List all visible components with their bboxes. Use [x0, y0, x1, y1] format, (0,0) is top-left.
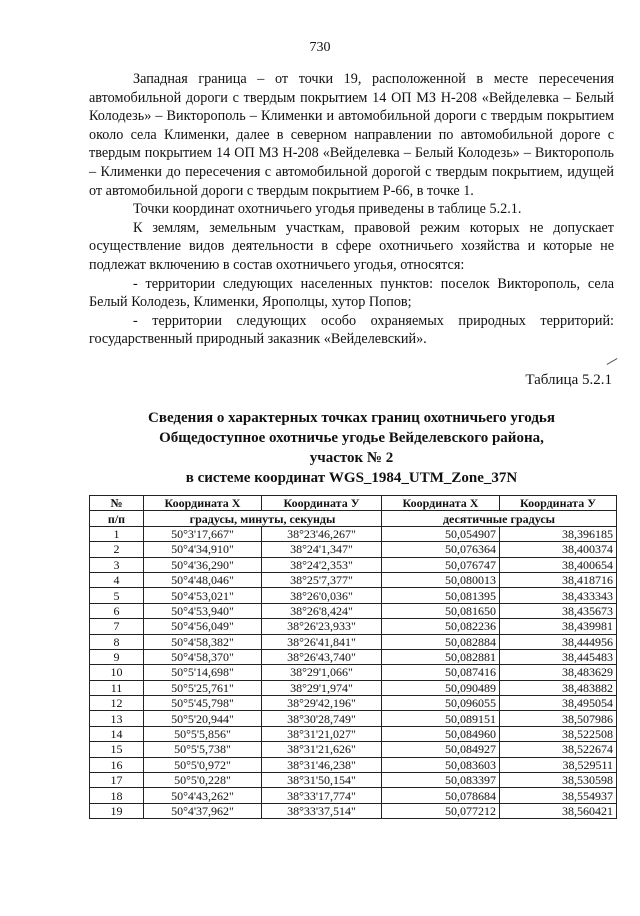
cell-coord-y-decimal: 38,444956 — [500, 634, 617, 649]
cell-number: 15 — [90, 742, 144, 757]
table-row — [90, 696, 617, 711]
cell-coord-x-decimal: 50,081650 — [382, 603, 500, 618]
table-subheader-row — [90, 511, 617, 526]
cell-coord-x-decimal: 50,081395 — [382, 588, 500, 603]
cell-coord-x: 50°5'20,944" — [144, 711, 262, 726]
cell-coord-y: 38°31'46,238" — [262, 757, 382, 772]
coordinates-table — [89, 495, 617, 819]
cell-coord-x-decimal: 50,082236 — [382, 619, 500, 634]
cell-number: 18 — [90, 788, 144, 803]
cell-number: 2 — [90, 542, 144, 557]
cell-coord-x-decimal: 50,078684 — [382, 788, 500, 803]
cell-coord-y: 38°29'1,066" — [262, 665, 382, 680]
cell-coord-y-decimal: 38,445483 — [500, 649, 617, 664]
header-coord-y: Координата У — [262, 496, 382, 511]
cell-coord-x: 50°5'5,738" — [144, 742, 262, 757]
cell-coord-y: 38°24'1,347" — [262, 542, 382, 557]
paragraph-excluded-lands: К землям, земельным участкам, правовой режим которых не допускает осуществление видов деятельности в сфере охотничьего хозяйства и которые не подлежат включению в состав охотничьего угодья, относятся: — [89, 219, 614, 273]
cell-coord-x-decimal: 50,090489 — [382, 680, 500, 695]
cell-coord-y: 38°31'50,154" — [262, 773, 382, 788]
cell-coord-x-decimal: 50,082884 — [382, 634, 500, 649]
table-row — [90, 665, 617, 680]
cell-coord-y: 38°26'43,740" — [262, 649, 382, 664]
paragraph-settlements: - территории следующих населенных пунктов: поселок Викторополь, села Белый Колодезь, Клименки, Ярополцы, хутор Попов; — [89, 275, 614, 311]
table-title — [89, 408, 614, 488]
cell-coord-x: 50°5'25,761" — [144, 680, 262, 695]
table-row — [90, 680, 617, 695]
cell-coord-y-decimal: 38,529511 — [500, 757, 617, 772]
cell-number: 1 — [90, 526, 144, 541]
table-caption: Таблица 5.2.1 — [525, 372, 612, 388]
cell-coord-x: 50°5'45,798" — [144, 696, 262, 711]
header-number: № — [90, 496, 144, 511]
cell-coord-y-decimal: 38,439981 — [500, 619, 617, 634]
table-row — [90, 788, 617, 803]
cell-coord-y-decimal: 38,522674 — [500, 742, 617, 757]
cell-coord-x: 50°4'37,962" — [144, 803, 262, 818]
cell-coord-x: 50°4'34,910" — [144, 542, 262, 557]
table-row — [90, 711, 617, 726]
cell-number: 12 — [90, 696, 144, 711]
cell-coord-x-decimal: 50,087416 — [382, 665, 500, 680]
cell-number: 13 — [90, 711, 144, 726]
cell-coord-y-decimal: 38,433343 — [500, 588, 617, 603]
header-coord-x: Координата Х — [144, 496, 262, 511]
cell-coord-x-decimal: 50,083603 — [382, 757, 500, 772]
table-row — [90, 542, 617, 557]
table-row — [90, 757, 617, 772]
table-row — [90, 803, 617, 818]
table-row — [90, 557, 617, 572]
cell-coord-y-decimal: 38,483629 — [500, 665, 617, 680]
table-title-line: Общедоступное охотничье угодье Вейделевского района, — [159, 430, 544, 446]
cell-number: 9 — [90, 649, 144, 664]
cell-coord-x-decimal: 50,084960 — [382, 726, 500, 741]
cell-coord-y: 38°33'37,514" — [262, 803, 382, 818]
cell-coord-y-decimal: 38,435673 — [500, 603, 617, 618]
table-header-row — [90, 496, 617, 511]
header-decimal-units: десятичные градусы — [382, 511, 617, 526]
cell-coord-x-decimal: 50,080013 — [382, 572, 500, 587]
cell-number: 14 — [90, 726, 144, 741]
cell-coord-y-decimal: 38,400654 — [500, 557, 617, 572]
cell-coord-x: 50°5'0,972" — [144, 757, 262, 772]
table-title-line: в системе координат WGS_1984_UTM_Zone_37N — [185, 470, 518, 486]
table-row — [90, 649, 617, 664]
header-number-sub: п/п — [90, 511, 144, 526]
cell-coord-x-decimal: 50,082881 — [382, 649, 500, 664]
cell-coord-y: 38°33'17,774" — [262, 788, 382, 803]
cell-coord-y-decimal: 38,530598 — [500, 773, 617, 788]
table-row — [90, 773, 617, 788]
cell-coord-y: 38°24'2,353" — [262, 557, 382, 572]
cell-coord-y: 38°26'41,841" — [262, 634, 382, 649]
cell-coord-y: 38°29'42,196" — [262, 696, 382, 711]
cell-coord-x-decimal: 50,076364 — [382, 542, 500, 557]
cell-coord-y-decimal: 38,495054 — [500, 696, 617, 711]
body-text — [89, 70, 614, 349]
cell-number: 16 — [90, 757, 144, 772]
cell-coord-x: 50°3'17,667" — [144, 526, 262, 541]
table-row — [90, 726, 617, 741]
cell-coord-x: 50°5'5,856" — [144, 726, 262, 741]
cell-coord-y-decimal: 38,507986 — [500, 711, 617, 726]
cell-coord-x: 50°4'58,382" — [144, 634, 262, 649]
cell-coord-x-decimal: 50,084927 — [382, 742, 500, 757]
cell-coord-y: 38°26'8,424" — [262, 603, 382, 618]
cell-coord-x: 50°4'58,370" — [144, 649, 262, 664]
cell-number: 4 — [90, 572, 144, 587]
cell-coord-y: 38°29'1,974" — [262, 680, 382, 695]
cell-coord-x: 50°4'56,049" — [144, 619, 262, 634]
cell-coord-x-decimal: 50,076747 — [382, 557, 500, 572]
cell-coord-x-decimal: 50,096055 — [382, 696, 500, 711]
cell-number: 8 — [90, 634, 144, 649]
table-title-line: Сведения о характерных точках границ охотничьего угодья — [148, 410, 555, 426]
table-row — [90, 634, 617, 649]
paragraph-table-reference: Точки координат охотничьего угодья приведены в таблице 5.2.1. — [133, 201, 522, 218]
cell-number: 3 — [90, 557, 144, 572]
table-row — [90, 742, 617, 757]
cell-coord-x-decimal: 50,077212 — [382, 803, 500, 818]
table-row — [90, 619, 617, 634]
cell-coord-y: 38°31'21,626" — [262, 742, 382, 757]
cell-number: 5 — [90, 588, 144, 603]
table-title-line: участок № 2 — [309, 450, 394, 466]
cell-number: 19 — [90, 803, 144, 818]
cell-coord-y: 38°30'28,749" — [262, 711, 382, 726]
cell-number: 7 — [90, 619, 144, 634]
cell-coord-y: 38°26'0,036" — [262, 588, 382, 603]
cell-number: 10 — [90, 665, 144, 680]
cell-coord-x: 50°5'0,228" — [144, 773, 262, 788]
cell-coord-y: 38°23'46,267" — [262, 526, 382, 541]
table-body — [90, 526, 617, 818]
table-row — [90, 572, 617, 587]
cell-coord-y-decimal: 38,560421 — [500, 803, 617, 818]
page-number: 730 — [309, 40, 331, 55]
cell-coord-y-decimal: 38,483882 — [500, 680, 617, 695]
header-coord-x-decimal: Координата Х — [382, 496, 500, 511]
cell-coord-x: 50°4'53,021" — [144, 588, 262, 603]
table-row — [90, 526, 617, 541]
cell-coord-y-decimal: 38,400374 — [500, 542, 617, 557]
cell-coord-y: 38°26'23,933" — [262, 619, 382, 634]
cell-coord-y-decimal: 38,418716 — [500, 572, 617, 587]
cell-coord-x: 50°4'36,290" — [144, 557, 262, 572]
paragraph-protected-areas: - территории следующих особо охраняемых природных территорий: государственный природный заказник «Вейделевский». — [89, 312, 614, 348]
table-row — [90, 603, 617, 618]
handwritten-tick-mark — [607, 358, 618, 365]
cell-coord-y-decimal: 38,396185 — [500, 526, 617, 541]
table-row — [90, 588, 617, 603]
cell-coord-x-decimal: 50,089151 — [382, 711, 500, 726]
cell-coord-y: 38°31'21,027" — [262, 726, 382, 741]
cell-coord-y: 38°25'7,377" — [262, 572, 382, 587]
cell-coord-y-decimal: 38,522508 — [500, 726, 617, 741]
cell-number: 6 — [90, 603, 144, 618]
cell-number: 17 — [90, 773, 144, 788]
cell-coord-x: 50°4'48,046" — [144, 572, 262, 587]
cell-coord-x: 50°4'43,262" — [144, 788, 262, 803]
cell-coord-x-decimal: 50,083397 — [382, 773, 500, 788]
cell-coord-y-decimal: 38,554937 — [500, 788, 617, 803]
cell-coord-x-decimal: 50,054907 — [382, 526, 500, 541]
cell-number: 11 — [90, 680, 144, 695]
header-coord-y-decimal: Координата У — [500, 496, 617, 511]
paragraph-western-border: Западная граница – от точки 19, расположенной в месте пересечения автомобильной дороги с твердым покрытием 14 ОП МЗ Н-208 «Вейделевка – Белый Колодезь» – Викторополь – Клименки и автомобильной дороги с твердым покрытием около села Клименки, далее в северном направлении по автомобильной дороге с твердым покрытием 14 ОП МЗ Н-208 «Вейделевка – Белый Колодезь» – Викторополь – Клименки до пересечения с автомобильной дорогой с твердым покрытием, идущей от автомобильной дороги с твердым покрытием Р-66, в точке 1. — [89, 71, 614, 199]
header-dms-units: градусы, минуты, секунды — [144, 511, 382, 526]
cell-coord-x: 50°5'14,698" — [144, 665, 262, 680]
cell-coord-x: 50°4'53,940" — [144, 603, 262, 618]
